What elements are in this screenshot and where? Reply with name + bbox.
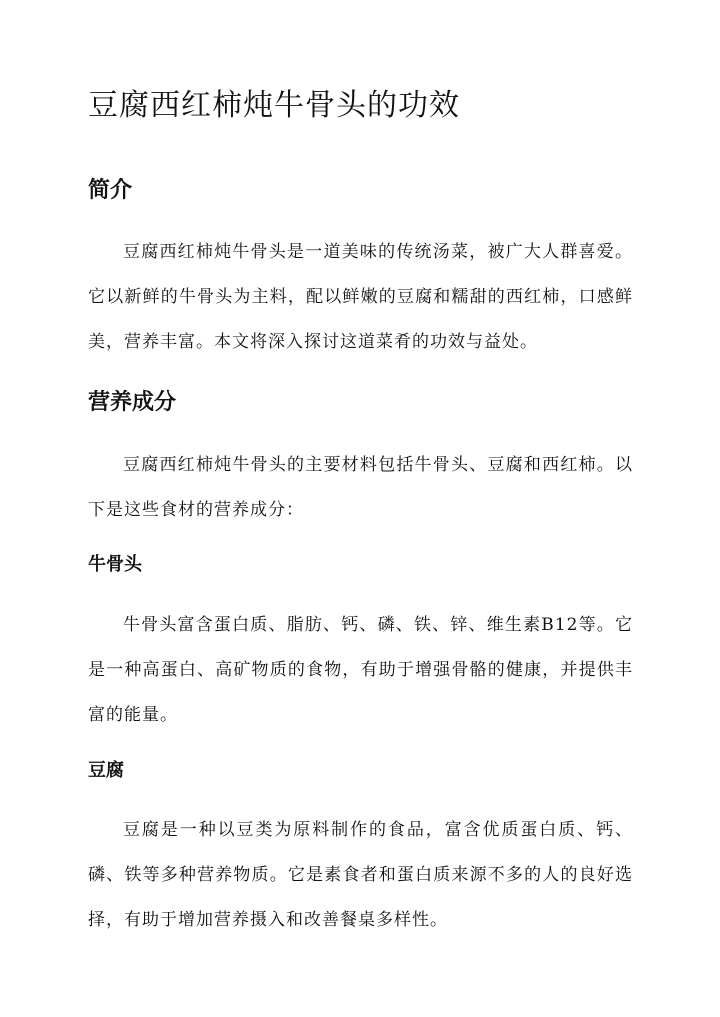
section-paragraph-intro: 豆腐西红柿炖牛骨头是一道美味的传统汤菜，被广大人群喜爱。它以新鲜的牛骨头为主料，配以鲜嫩的豆腐和糯甜的西红柿，口感鲜美，营养丰富。本文将深入探讨这道菜肴的功效与益处。 (88, 242, 633, 352)
section-heading-intro: 简介 (88, 177, 133, 203)
subsection-paragraph-tofu: 豆腐是一种以豆类为原料制作的食品，富含优质蛋白质、钙、磷、铁等多种营养物质。它是素食者和蛋白质来源不多的人的良好选择，有助于增加营养摄入和改善餐桌多样性。 (88, 820, 633, 930)
section-heading-nutrition: 营养成分 (88, 389, 177, 415)
document-title: 豆腐西红柿炖牛骨头的功效 (88, 88, 460, 123)
subsection-heading-beef-bone: 牛骨头 (88, 554, 142, 575)
subsection-heading-tofu: 豆腐 (88, 760, 124, 781)
section-paragraph-nutrition: 豆腐西红柿炖牛骨头的主要材料包括牛骨头、豆腐和西红柿。以下是这些食材的营养成分： (88, 455, 633, 520)
subsection-paragraph-beef-bone: 牛骨头富含蛋白质、脂肪、钙、磷、铁、锌、维生素B12等。它是一种高蛋白、高矿物质的食物，有助于增强骨骼的健康，并提供丰富的能量。 (88, 615, 633, 725)
